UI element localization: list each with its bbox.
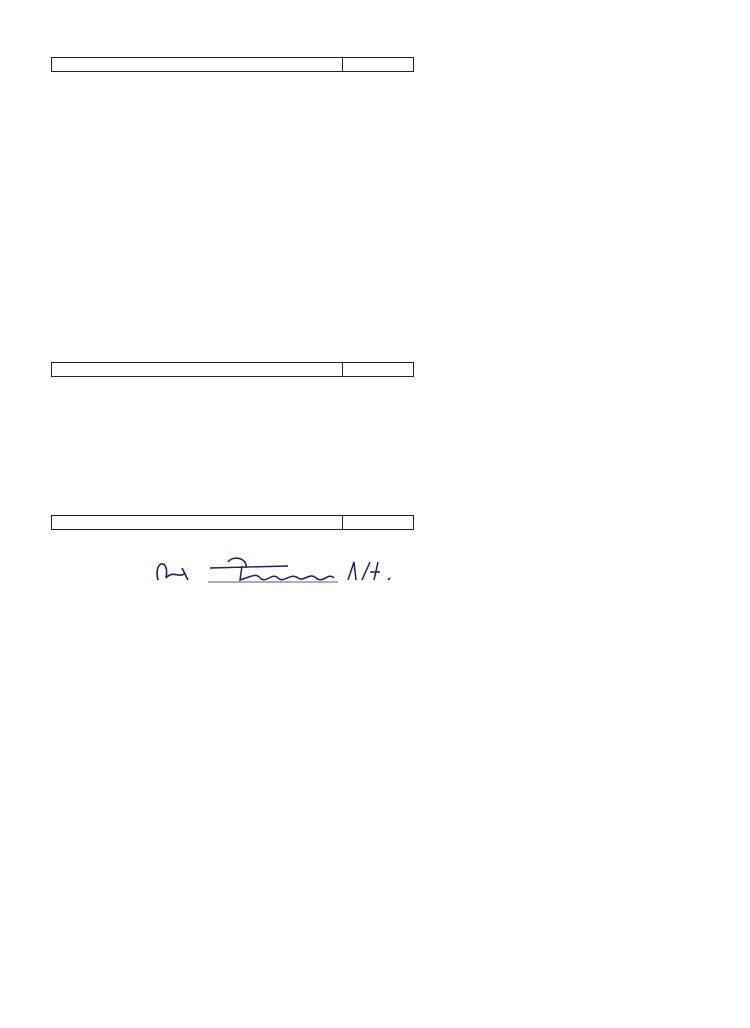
handwritten-signature: [148, 550, 408, 590]
cost-label: [51, 57, 343, 72]
cost-label: [51, 515, 343, 530]
cost-row-rod: [51, 515, 610, 530]
cost-row-top: [51, 57, 610, 72]
cost-value: [343, 515, 414, 530]
cost-label: [51, 362, 343, 377]
cost-row-ovz: [51, 362, 610, 377]
cost-value: [343, 362, 414, 377]
cost-value: [343, 57, 414, 72]
